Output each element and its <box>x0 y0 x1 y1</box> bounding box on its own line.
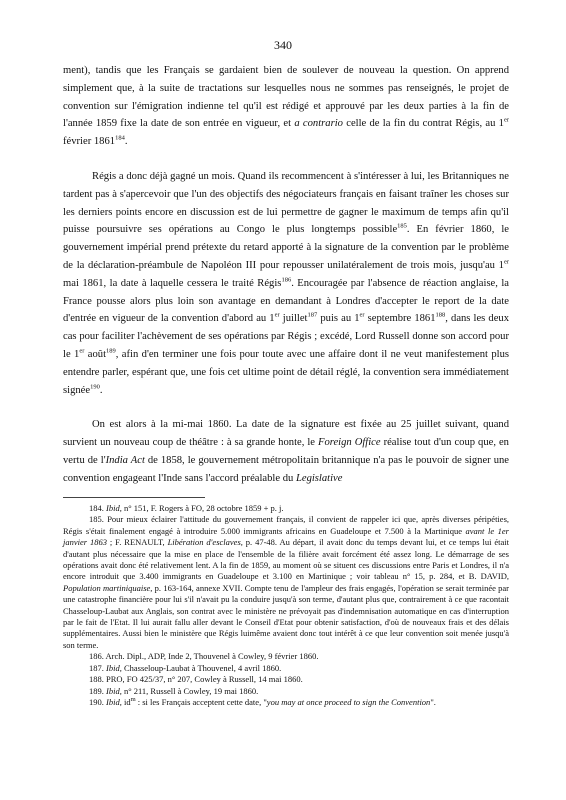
text-run: de 1858, le gouvernement métropolitain britannique n'a pas le pouvoir de signer une convention engageant l'Inde sans l'accord préalable du <box>63 454 509 484</box>
italic-text: you may at once proceed to sign the Convention <box>266 696 431 707</box>
text-run: , id <box>119 696 131 707</box>
text-run: réalise tout d'un coup que, en vertu de l' <box>63 437 509 466</box>
italic-text: Legislative <box>295 472 343 484</box>
superscript: 186 <box>281 276 292 284</box>
superscript: 187 <box>307 311 318 319</box>
text-run: celle de la fin du contrat Régis, au 1 <box>342 118 504 130</box>
superscript: er <box>503 116 510 124</box>
text-run: mai 1861, la date à laquelle cessera le traité Régis <box>63 277 282 289</box>
text-run: , afin d'en terminer une fois pour toute avec une affaire dont il ne veut manifestement plus entendre parler, espérant que, une fois cet ultime point de détail réglé, la convention sera immédiatement signée <box>63 348 509 396</box>
body-text <box>63 62 509 488</box>
superscript: 190 <box>90 383 100 391</box>
text-run: ". <box>430 696 436 707</box>
italic-text: Population martiniquaise <box>63 582 151 593</box>
paragraph <box>63 62 509 151</box>
paragraph <box>63 168 509 399</box>
text-run: ; F. RENAULT, <box>107 537 168 548</box>
text-run: 188. PRO, FO 425/37, n° 207, Cowley à Russell, 14 mai 1860. <box>89 674 303 685</box>
paragraph <box>63 416 509 487</box>
footnote <box>63 503 509 514</box>
italic-text: avant le 1er janvier 1863 <box>63 525 509 548</box>
text-run: 184. <box>89 503 106 513</box>
text-run: ment), tandis que les Français se gardaient bien de soulever de nouveau la question. On apprend simplement que, à la suite de tractations sur lesquelles nous ne sommes pas renseignés, le projet de convention sur l'émigration indienne tel qu'il est rédigé et approuvé par les deux parties à la fin de l'année 1859 fixe la date de son entrée en vigueur, et <box>63 65 509 130</box>
text-run: septembre 1861 <box>364 313 436 325</box>
superscript: 184 <box>115 134 125 142</box>
text-run: février 1861 <box>63 136 116 148</box>
footnote <box>63 697 509 708</box>
text-run: : si les Français acceptent cette date, " <box>135 696 267 707</box>
text-run: puis au 1 <box>317 313 360 325</box>
superscript: er <box>359 311 365 319</box>
text-run: 190. <box>89 696 106 707</box>
text-run: , p. 163-164, annexe XVII. Compte tenu de l'ampleur des frais engagés, l'opération se serait terminée par une catastrophe financière pour lui s'il n'avait pu la conduire jusqu'à son terme, d'autant plus que, contrairement à ce que racontait Chasseloup-Laubat aux Anglais, son contrat avec le ministère ne prévoyait pas d'indemnisation automatique en cas d'interruption par le fait de l'Etat. Il lui aurait fallu aller devant le Conseil d'Etat pour obtenir satisfaction, d'où de nouveaux frais et des délais supplémentaires. Aussi bien le ministère que Régis luimême avaient donc tout intérêt à ce que leur convention soit menée jusqu'à son terme. <box>63 582 510 650</box>
text-run: On est alors à la mi-mai 1860. La date de la signature est fixée au 25 juillet suivant, quand survient un nouveau coup de théâtre : à sa grande honte, le <box>63 419 509 449</box>
text-run: , p. 47-48. Au départ, il avait donc du temps devant lui, et ce temps lui était d'autant plus nécessaire que la mise en place de l'ensemble de la filière avait forcément été assez long. Le démarrage de ses opérations avait donc été relativement lent. A la fin de 1859, au moment où se situent ces discussions entre Paris et Londres, il n'a encore introduit que 3.400 immigrants en Guadeloupe et 3.100 en Martinique ; voir tableau n° 15, p. 284, et B. DAVID, <box>63 537 510 582</box>
footnotes <box>63 503 509 708</box>
footnote <box>63 674 509 685</box>
footnote-separator <box>63 497 205 498</box>
footnote <box>63 663 509 674</box>
text-run: . <box>124 136 128 148</box>
superscript: 185 <box>397 222 407 230</box>
text-run: 185. Pour mieux éclairer l'attitude du gouvernement français, il convient de rappeler ici que, après diverses péripéties, Régis s'était finalement engagé à introduire 5.000 immigrants africains en Guadeloupe et 7.500 à la Martinique <box>63 514 509 536</box>
page-number: 340 <box>274 38 292 52</box>
text-run: , n° 211, Russell à Cowley, 19 mai 1860. <box>119 685 259 696</box>
text-run: août <box>84 348 107 360</box>
italic-text: Ibid <box>106 696 120 707</box>
superscript: 189 <box>106 347 116 355</box>
text-run: . <box>99 384 103 396</box>
text-run: Régis a donc déjà gagné un mois. Quand ils recommencent à s'intéresser à lui, les Britanniques ne tardent pas à s'apercevoir que l'un des objectifs des négociateurs français en faisant traîner les choses sur les derniers points encore en discussion est de lui permettre de gagner le maximum de temps afin qu'il puisse poursuivre ses opérations au Congo le plus longtemps possible <box>63 170 509 236</box>
text-run: . Encouragée par l'absence de réaction anglaise, la France pousse alors plus loin son avantage en demandant à Londres d'accepter le report de la date d'entrée en vigueur de la convention d'abord au 1 <box>63 277 510 325</box>
text-run: 186. Arch. Dipl., ADP, Inde 2, Thouvenel à Cowley, 9 février 1860. <box>89 651 319 662</box>
superscript: 188 <box>435 311 446 319</box>
footnote <box>63 514 509 651</box>
italic-text: Ibid <box>106 662 120 673</box>
italic-text: Libération d'esclaves <box>167 537 241 548</box>
text-run: . En février 1860, le gouvernement impérial prend prétexte du retard apporté à la signature de la convention par le problème de la déclaration-préambule de Napoléon III pour repousser unilatéralement de trois mois, jusqu'au 1 <box>63 224 509 271</box>
text-run: 189. <box>89 685 106 696</box>
superscript: er <box>503 258 509 266</box>
text-run: , Chasseloup-Laubat à Thouvenel, 4 avril 1860. <box>119 662 282 673</box>
superscript: m <box>130 696 136 704</box>
italic-text: Ibid <box>106 685 120 696</box>
superscript: er <box>79 347 85 355</box>
italic-text: Foreign Office <box>317 437 381 449</box>
text-run: 187. <box>89 662 106 673</box>
footnote <box>63 651 509 662</box>
italic-text: India Act <box>105 454 145 466</box>
italic-text: Ibid <box>106 503 120 513</box>
superscript: er <box>274 311 280 319</box>
italic-text: a contrario <box>294 118 343 130</box>
text-run: juillet <box>279 313 308 325</box>
text-run: , dans les deux cas pour faciliter l'achèvement de ses opérations par Régis ; excédé, Lord Russell donne son accord pour le 1 <box>63 313 510 360</box>
text-run: , n° 151, F. Rogers à FO, 28 octobre 1859 + p. j. <box>119 503 284 513</box>
